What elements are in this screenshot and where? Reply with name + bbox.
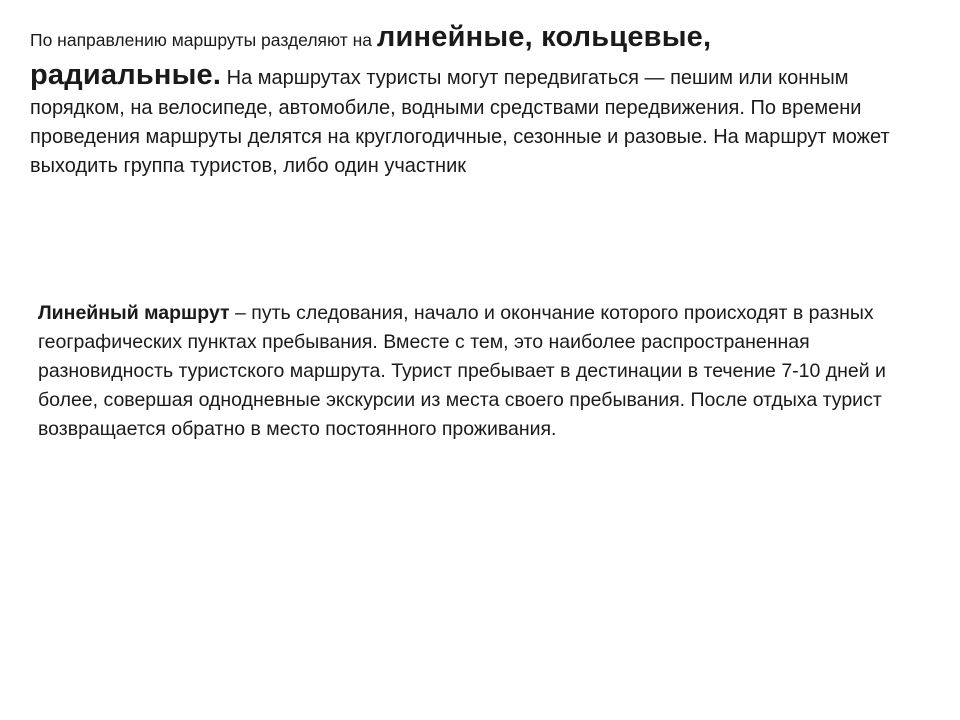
intro-body-text: На маршрутах туристы могут передвигаться — пешим или конным порядком, на велосипеде, автомобиле, водными средствами передвижения. По времени проведения маршруты делятся на круглогодичные, сезонные и разовые. На маршрут может выходить группа туристов, либо один участник (30, 67, 890, 177)
definition-paragraph (38, 299, 918, 444)
definition-term: Линейный маршрут (38, 302, 230, 324)
intro-paragraph (30, 18, 910, 181)
intro-lead-text: По направлению маршруты разделяют на (30, 30, 377, 50)
definition-text: – путь следования, начало и окончание которого происходят в разных географических пунктах пребывания. Вместе с тем, это наиболее распространенная разновидность туристского маршрута. Турист пребывает в дестинации в течение 7-10 дней и более, совершая однодневные экскурсии из места своего пребывания. После отдыха турист возвращается обратно в место постоянного проживания. (38, 302, 886, 440)
route-types-emphasis: линейные, кольцевые, радиальные. (30, 21, 712, 91)
